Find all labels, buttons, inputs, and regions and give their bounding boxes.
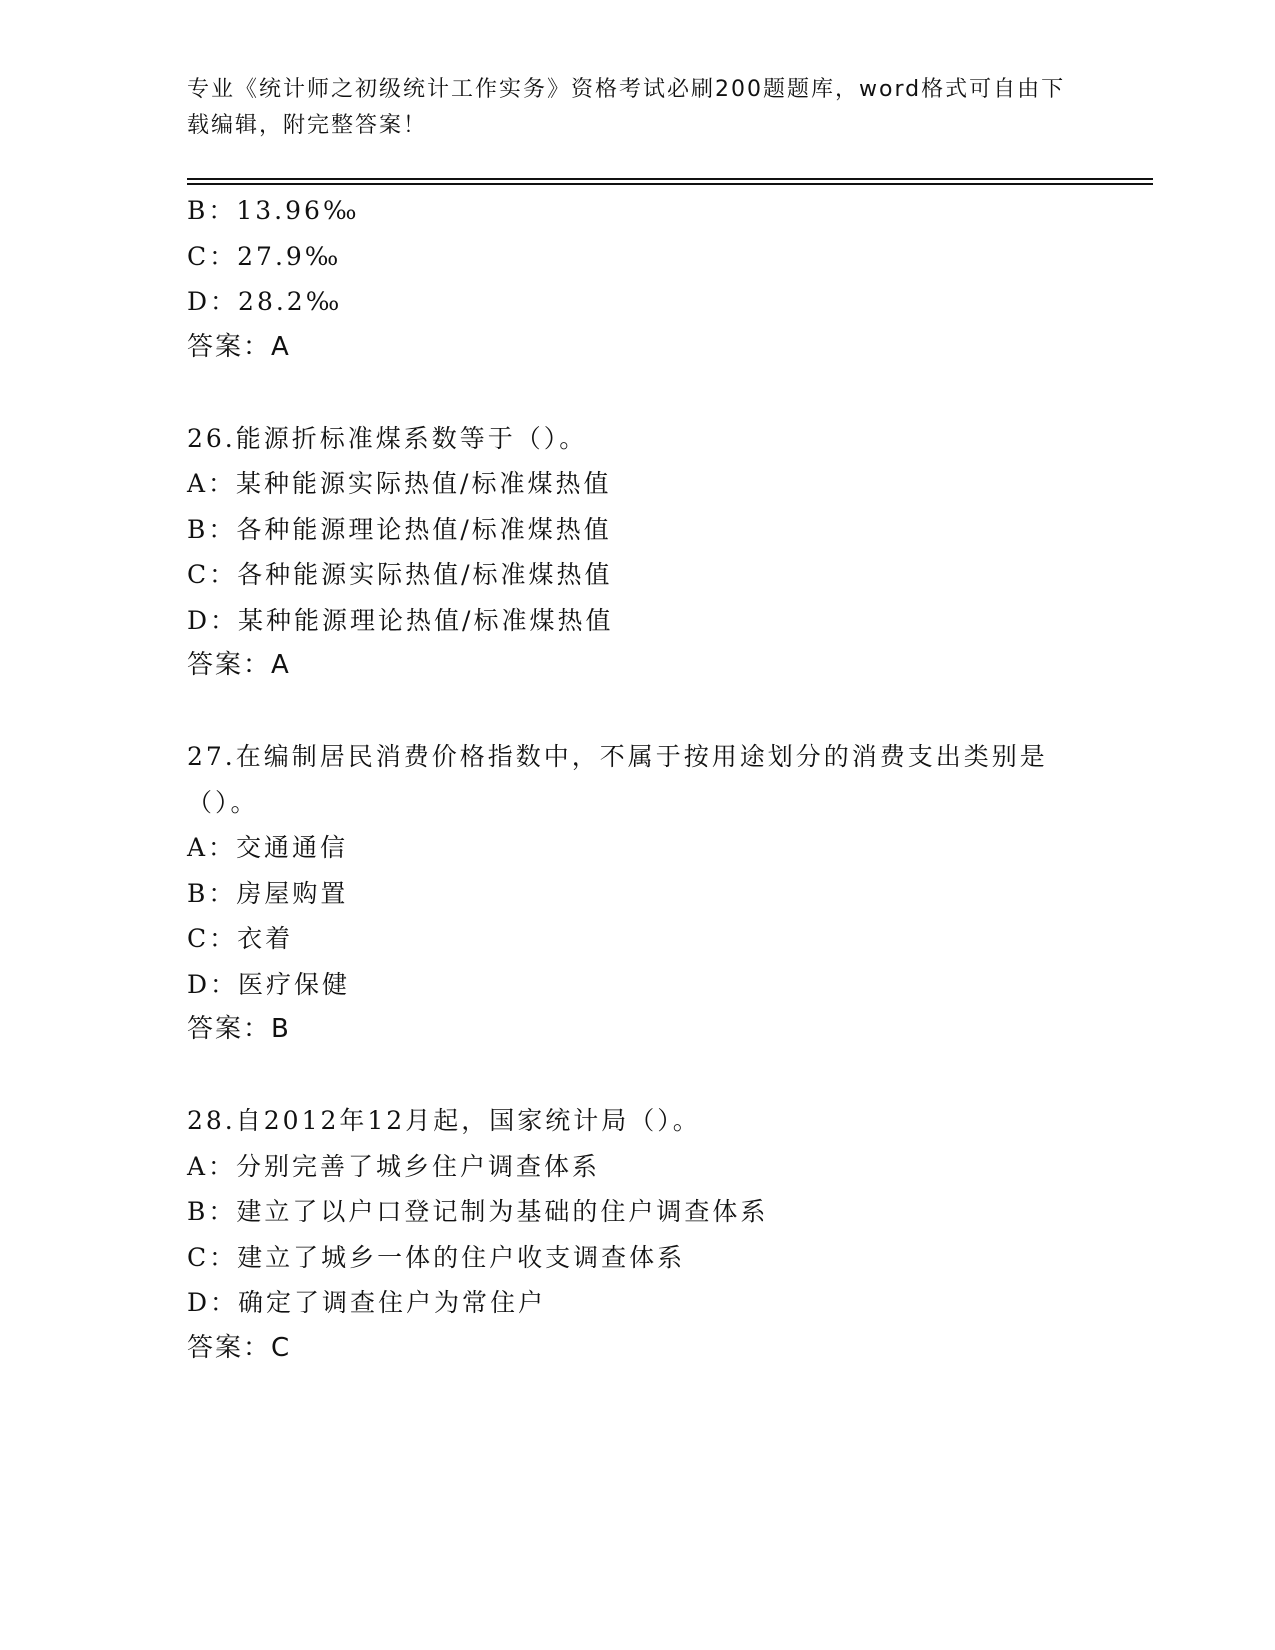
- document-body: [187, 188, 1087, 1371]
- question-block-28: [187, 1098, 1087, 1371]
- spacer: [187, 689, 1087, 735]
- document-header: 专业《统计师之初级统计工作实务》资格考试必刷200题题库，word格式可自由下载编辑，附完整答案！: [187, 77, 1066, 138]
- option-b: B：房屋购置: [187, 878, 349, 908]
- option-d: D：28.2‰: [187, 287, 343, 316]
- answer-line: 答案：C: [187, 1332, 292, 1363]
- question-text-continued: （）。: [187, 787, 259, 817]
- option-a: A：分别完善了城乡住户调查体系: [187, 1151, 601, 1181]
- option-d: D：某种能源理论热值/标准煤热值: [187, 605, 614, 635]
- option-b: B：各种能源理论热值/标准煤热值: [187, 514, 612, 544]
- question-block-27: [187, 734, 1087, 1053]
- header-rule-bottom: [187, 183, 1153, 185]
- question-text: 27.在编制居民消费价格指数中，不属于按用途划分的消费支出类别是: [187, 742, 1048, 771]
- question-text: 28.自2012年12月起，国家统计局（）。: [187, 1106, 701, 1135]
- option-c: C：27.9‰: [187, 241, 342, 271]
- question-block-25: [187, 188, 1087, 370]
- option-a: A：某种能源实际热值/标准煤热值: [187, 469, 612, 498]
- option-d: D：确定了调查住户为常住户: [187, 1288, 547, 1317]
- answer-line: 答案：B: [187, 1014, 291, 1044]
- option-c: C：建立了城乡一体的住户收支调查体系: [187, 1242, 686, 1272]
- answer-line: 答案：A: [187, 650, 291, 680]
- option-c: C：衣着: [187, 924, 294, 953]
- spacer: [187, 1053, 1087, 1099]
- answer-line: 答案：A: [187, 331, 291, 362]
- header-rule-top: [187, 178, 1153, 180]
- question-text: 26.能源折标准煤系数等于（）。: [187, 423, 588, 453]
- question-block-26: [187, 416, 1087, 689]
- option-c: C：各种能源实际热值/标准煤热值: [187, 560, 613, 589]
- option-a: A：交通通信: [187, 833, 349, 862]
- option-b: B：13.96‰: [187, 196, 360, 225]
- option-d: D：医疗保健: [187, 969, 351, 999]
- option-b: B：建立了以户口登记制为基础的住户调查体系: [187, 1197, 769, 1226]
- spacer: [187, 370, 1087, 416]
